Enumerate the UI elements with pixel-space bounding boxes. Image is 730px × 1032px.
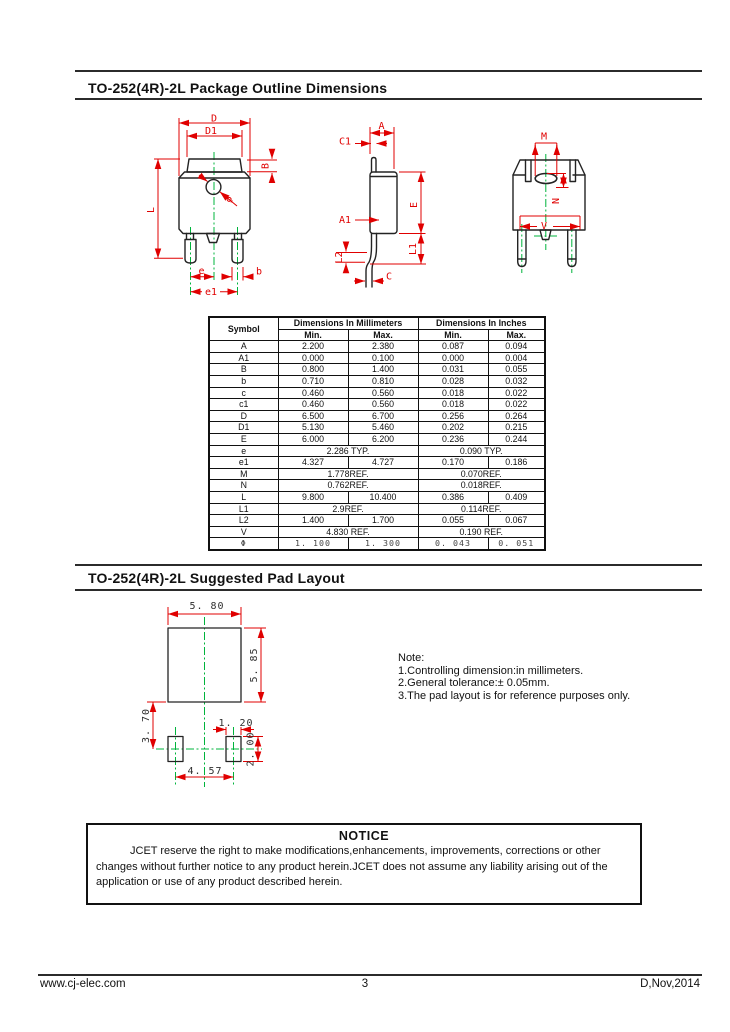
table-row (209, 445, 545, 457)
table-cell: 0.090 TYP. (418, 445, 545, 457)
dim-label-M: M (541, 131, 548, 143)
table-cell: L (209, 491, 278, 503)
table-cell: L2 (209, 515, 278, 527)
dimensions-table (208, 316, 546, 551)
table-cell: 0.087 (418, 341, 488, 353)
column-header: Min. (418, 329, 488, 341)
pad-dim-offset: 3. 70 (141, 707, 152, 744)
section-divider (75, 70, 702, 72)
footer-divider (38, 974, 702, 976)
dim-label-e1: e1 (205, 287, 218, 298)
table-cell: 6.200 (348, 433, 418, 445)
table-cell: 0.460 (278, 399, 348, 411)
table-row (209, 503, 545, 515)
footer-date: D,Nov,2014 (640, 978, 700, 990)
table-row (209, 375, 545, 387)
bent-lead-outline (366, 234, 377, 288)
table-row (209, 364, 545, 376)
table-cell: D (209, 410, 278, 422)
column-header: Symbol (209, 317, 278, 341)
table-cell: 0.018REF. (418, 480, 545, 492)
table-cell: 0.386 (418, 491, 488, 503)
table-cell: 0.264 (488, 410, 545, 422)
table-cell: M (209, 468, 278, 480)
table-cell: N (209, 480, 278, 492)
table-cell: 0.100 (348, 352, 418, 364)
table-row (209, 538, 545, 550)
table-cell: 0.000 (278, 352, 348, 364)
section-divider (75, 589, 702, 591)
table-cell: 0.460 (278, 387, 348, 399)
table-cell: 2.200 (278, 341, 348, 353)
dim-label-L2: L2 (334, 251, 345, 264)
table-cell: 5.460 (348, 422, 418, 434)
table-cell: 2.9REF. (278, 503, 418, 515)
table-cell: 0.560 (348, 399, 418, 411)
table-cell: 6.000 (278, 433, 348, 445)
table-cell: B (209, 364, 278, 376)
table-cell: 1.400 (278, 515, 348, 527)
body-back-outline (513, 160, 585, 230)
table-cell: 0.070REF. (418, 468, 545, 480)
table-cell: 0.202 (418, 422, 488, 434)
table-cell: e1 (209, 457, 278, 469)
table-row (209, 491, 545, 503)
table-cell: 2.380 (348, 341, 418, 353)
pad-dim-pad-height: 2. 00 (245, 731, 257, 767)
table-cell: 5.130 (278, 422, 348, 434)
section-divider (75, 98, 702, 100)
table-cell: e (209, 445, 278, 457)
tab-side-outline (372, 158, 377, 173)
table-cell: 1.400 (348, 364, 418, 376)
body-notches (526, 160, 576, 182)
table-cell: 0.244 (488, 433, 545, 445)
table-row (209, 515, 545, 527)
table-cell: 2.286 TYP. (278, 445, 418, 457)
table-cell: 0.055 (418, 515, 488, 527)
table-row (209, 433, 545, 445)
table-row (209, 387, 545, 399)
table-cell: 0.762REF. (278, 480, 418, 492)
table-cell: 0.236 (418, 433, 488, 445)
body-side-outline (370, 172, 397, 234)
column-header: Dimensions In Millimeters (278, 317, 418, 329)
table-cell: c1 (209, 399, 278, 411)
table-cell: c (209, 387, 278, 399)
table-cell: 0. 051 (488, 538, 545, 550)
table-cell: 1. 100 (278, 538, 348, 550)
table-row (209, 399, 545, 411)
table-cell: 0.032 (488, 375, 545, 387)
dim-label-A: A (378, 121, 385, 132)
note-block (398, 652, 630, 702)
pad-dim-pitch: 4. 57 (187, 766, 223, 777)
note-line: 2.General tolerance:± 0.05mm. (398, 677, 550, 689)
table-cell: 9.800 (278, 491, 348, 503)
column-header: Min. (278, 329, 348, 341)
table-cell: 0.190 REF. (418, 526, 545, 538)
table-cell: 6.500 (278, 410, 348, 422)
column-header: Dimensions In Inches (418, 317, 545, 329)
table-cell: 1.778REF. (278, 468, 418, 480)
dim-label-E: E (409, 201, 420, 209)
table-cell: L1 (209, 503, 278, 515)
table-row (209, 422, 545, 434)
table-row (209, 341, 545, 353)
dim-label-e: e (198, 266, 205, 277)
table-cell: b (209, 375, 278, 387)
table-cell: 0.018 (418, 387, 488, 399)
table-cell: V (209, 526, 278, 538)
table-cell: Φ (209, 538, 278, 550)
table-cell: 0.018 (418, 399, 488, 411)
table-header-row (209, 317, 545, 329)
pad-dim-height: 5. 85 (249, 647, 260, 683)
table-cell: 0.055 (488, 364, 545, 376)
table-cell: 0.170 (418, 457, 488, 469)
center-stub-outline (207, 234, 220, 243)
table-cell: 0.114REF. (418, 503, 545, 515)
footer-website: www.cj-elec.com (40, 978, 126, 990)
table-cell: 0.186 (488, 457, 545, 469)
table-cell: 0.800 (278, 364, 348, 376)
table-cell: D1 (209, 422, 278, 434)
dim-label-D: D (211, 113, 218, 125)
dim-label-B: B (260, 162, 272, 170)
dim-label-D1: D1 (205, 126, 218, 137)
dim-label-V: V (541, 221, 548, 232)
dim-label-b: b (256, 266, 263, 278)
back-view-drawing (490, 110, 630, 300)
section1-title: TO-252(4R)-2L Package Outline Dimensions (88, 80, 388, 96)
table-cell: 0.710 (278, 375, 348, 387)
dim-label-N: N (551, 197, 562, 205)
section-divider (75, 564, 702, 566)
table-cell: 6.700 (348, 410, 418, 422)
table-cell: 0.031 (418, 364, 488, 376)
notice-body: JCET reserve the right to make modifications,enhancements, improvements, corrections or other changes without further notice to any product herein.JCET does not assume any liability arising out of the application or use of any product described herein. (96, 845, 608, 888)
table-cell: 0. 043 (418, 538, 488, 550)
table-cell: A (209, 341, 278, 353)
table-cell: 1.700 (348, 515, 418, 527)
table-row (209, 352, 545, 364)
dim-label-phi: Φ (223, 194, 237, 206)
pad-dim-pad-width: 1. 20 (218, 718, 254, 729)
table-cell: 0.022 (488, 387, 545, 399)
table-row (209, 457, 545, 469)
dim-label-C: C (386, 271, 393, 283)
table-cell: 4.327 (278, 457, 348, 469)
dim-label-C1: C1 (339, 136, 352, 148)
note-line: 3.The pad layout is for reference purposes only. (398, 689, 631, 702)
note-title: Note: (398, 652, 425, 664)
table-cell: 0.004 (488, 352, 545, 364)
front-view-drawing (130, 110, 320, 305)
table-row (209, 468, 545, 480)
table-cell: 0.560 (348, 387, 418, 399)
column-header: Max. (348, 329, 418, 341)
notice-box (86, 823, 642, 905)
table-cell: 0.067 (488, 515, 545, 527)
table-cell: 4.727 (348, 457, 418, 469)
table-cell: 1. 300 (348, 538, 418, 550)
table-cell: A1 (209, 352, 278, 364)
pad-layout-drawing (110, 595, 330, 795)
dim-label-L: L (146, 206, 157, 214)
table-cell: 0.094 (488, 341, 545, 353)
table-cell: 0.256 (418, 410, 488, 422)
footer-page-number: 3 (361, 978, 369, 990)
table-cell: 0.022 (488, 399, 545, 411)
column-header: Max. (488, 329, 545, 341)
dim-label-A1: A1 (339, 215, 352, 226)
table-cell: 10.400 (348, 491, 418, 503)
table-cell: E (209, 433, 278, 445)
table-row (209, 480, 545, 492)
table-cell: 0.409 (488, 491, 545, 503)
dim-label-L1: L1 (408, 242, 419, 256)
pad-dim-width: 5. 80 (189, 601, 225, 612)
notice-title: NOTICE (338, 829, 390, 843)
table-cell: 0.810 (348, 375, 418, 387)
note-line: 1.Controlling dimension:in millimeters. (398, 664, 584, 677)
side-view-drawing (320, 110, 450, 300)
table-row (209, 410, 545, 422)
table-cell: 4.830 REF. (278, 526, 418, 538)
table-row (209, 526, 545, 538)
table-cell: 0.028 (418, 375, 488, 387)
table-cell: 0.000 (418, 352, 488, 364)
section2-title: TO-252(4R)-2L Suggested Pad Layout (88, 570, 345, 586)
table-cell: 0.215 (488, 422, 545, 434)
